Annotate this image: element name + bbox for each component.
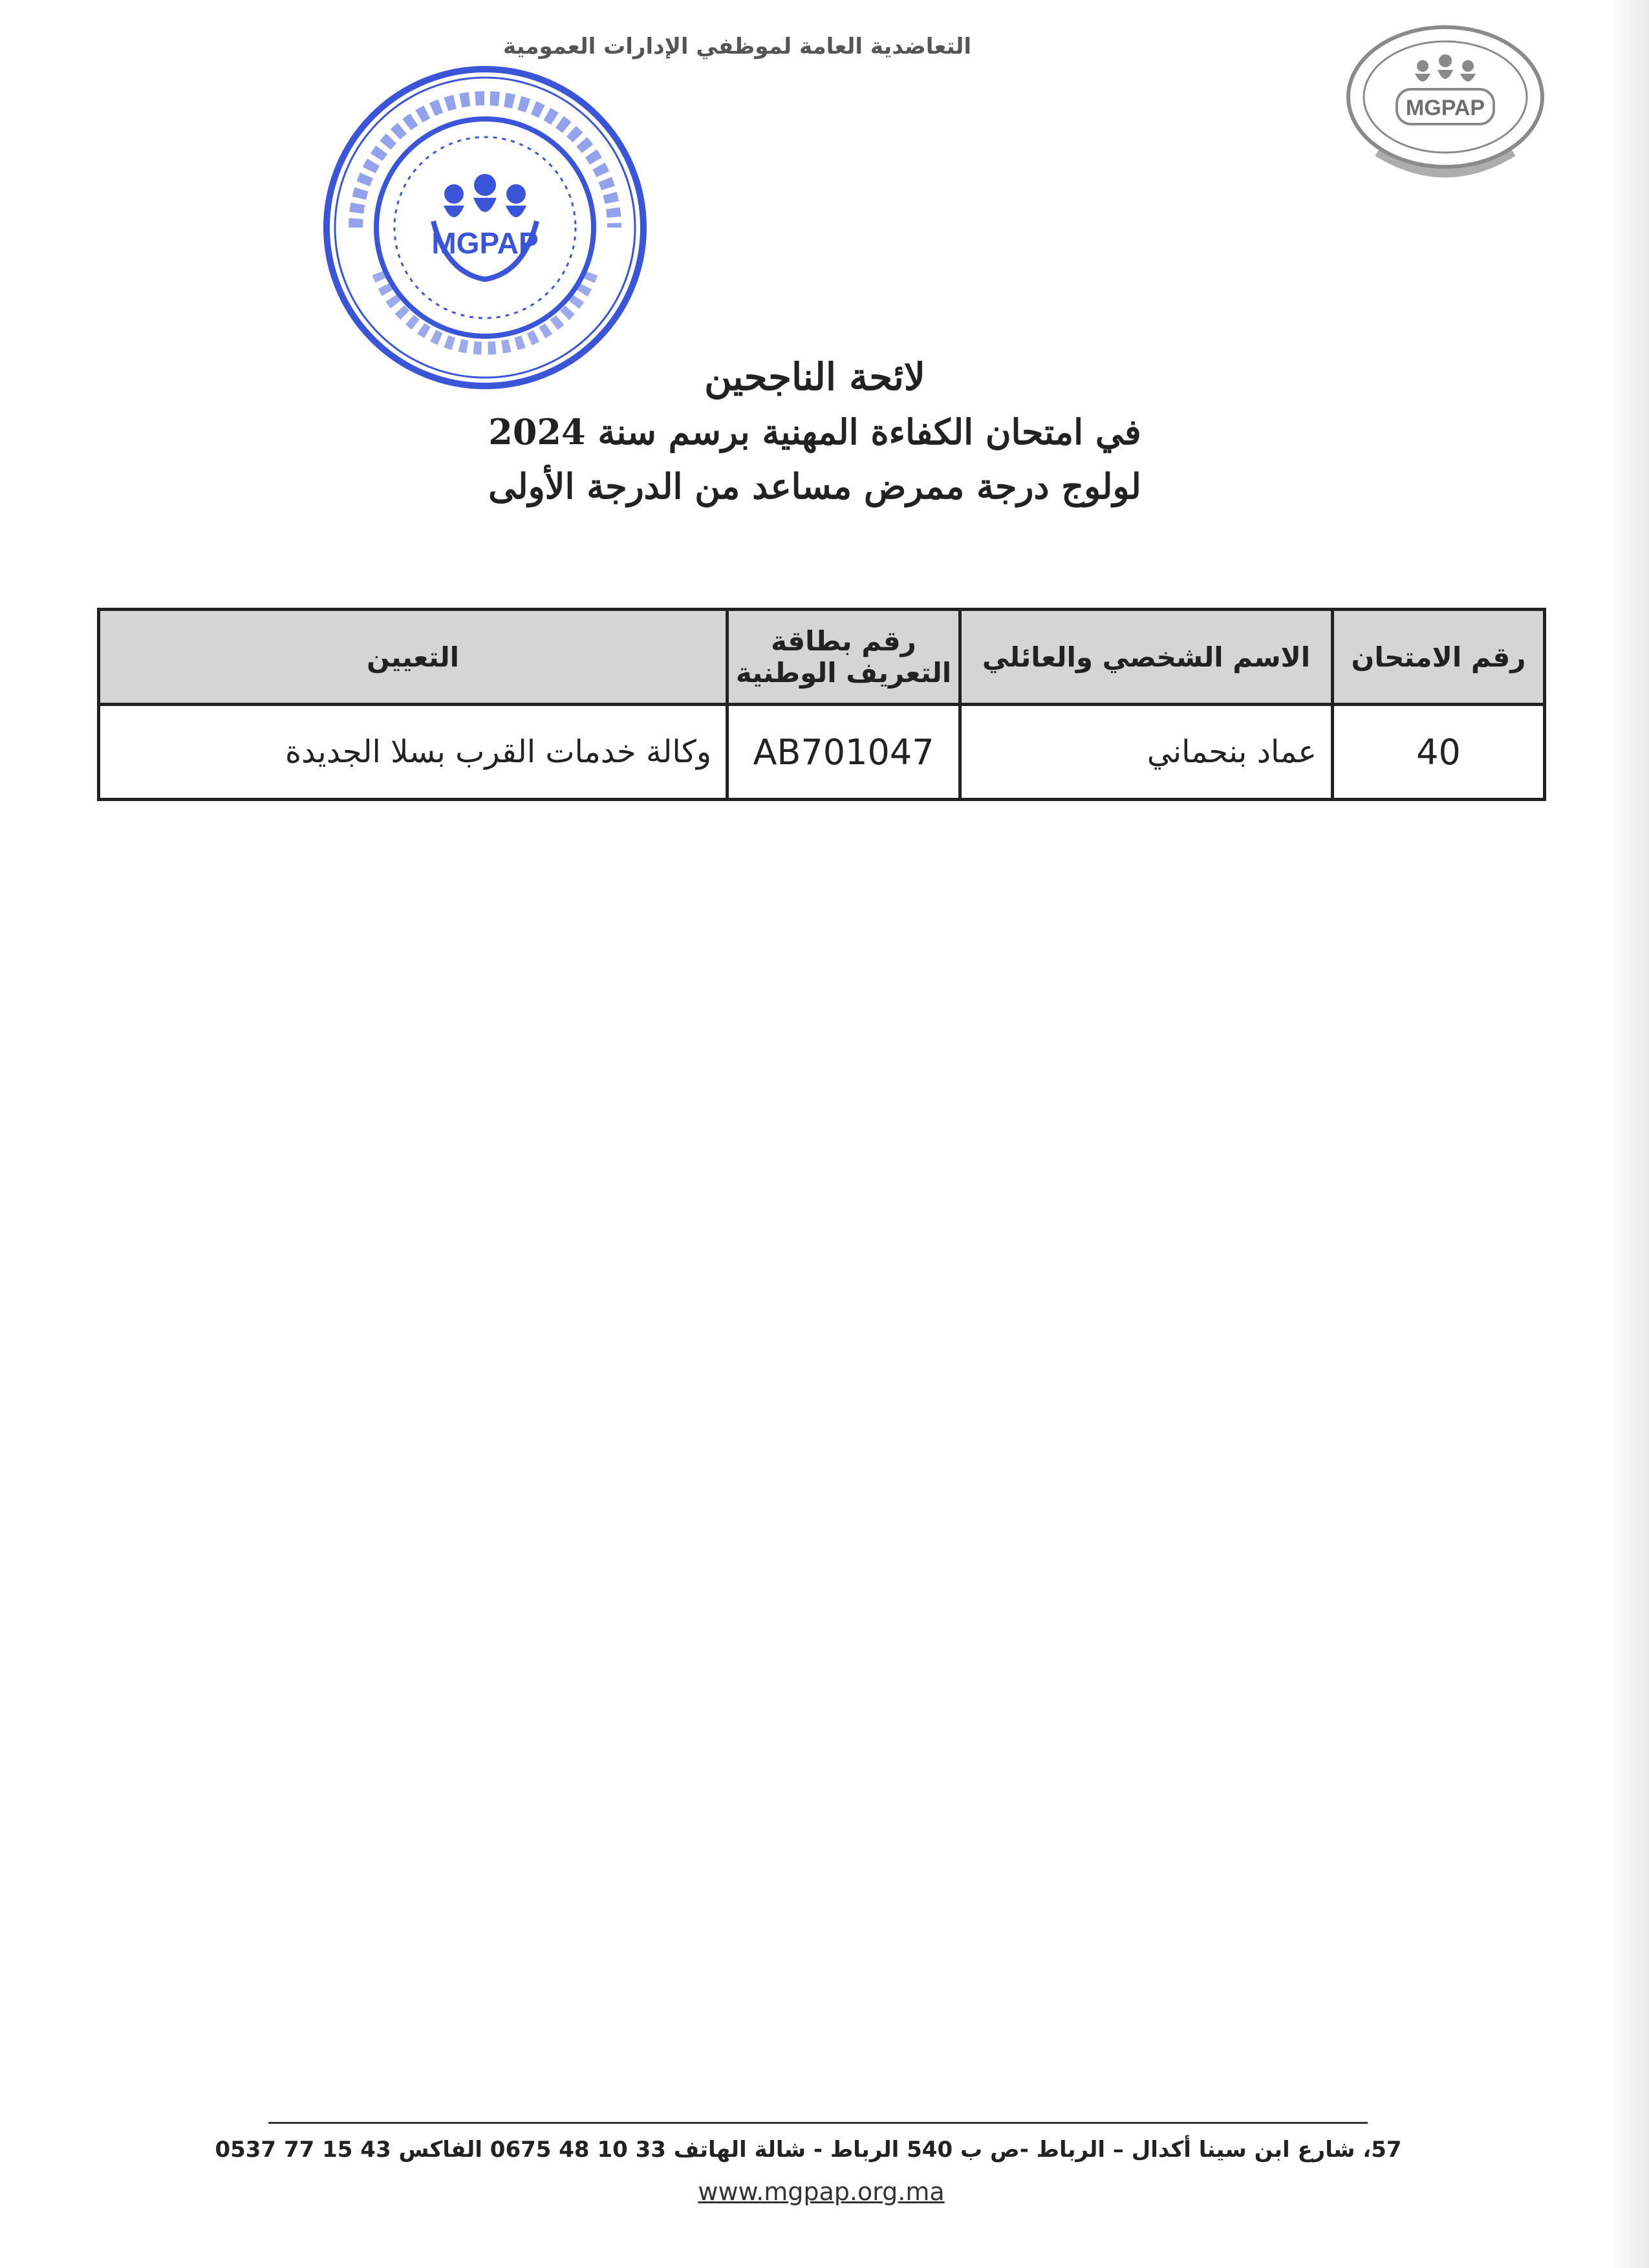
table-row [99, 705, 1545, 800]
cell-full-name: عماد بنحماني [960, 705, 1333, 800]
header-id-card [727, 610, 960, 705]
organization-name: التعاضدية العامة لموظفي الإدارات العمومية [502, 34, 972, 59]
logo-label: MGPAP [1405, 96, 1485, 120]
table-header-row [99, 610, 1545, 705]
title-line-3: لولوج درجة ممرض مساعد من الدرجة الأولى [488, 465, 1141, 507]
title-line-2: في امتحان الكفاءة المهنية برسم سنة 2024 [488, 411, 1141, 453]
cell-assignment: وكالة خدمات القرب بسلا الجديدة [99, 705, 727, 800]
page-edge-shadow [1610, 0, 1649, 2268]
footer-address: 57، شارع ابن سينا أكدال – الرباط -ص ب 540 الرباط - شالة الهاتف 33 10 48 0675 الفاكس 43 15 77 0537 [215, 2137, 1402, 2163]
header-full-name: الاسم الشخصي والعائلي [960, 610, 1333, 705]
document-title [323, 349, 1306, 513]
official-stamp-icon [317, 59, 653, 396]
results-table [97, 608, 1546, 801]
title-line-1: لائحة الناجحين [704, 355, 925, 399]
header-id-card-line-2: التعريف الوطنية [735, 657, 952, 689]
header-exam-number: رقم الامتحان [1333, 610, 1545, 705]
mgpap-logo-icon [1319, 19, 1571, 213]
stamp-label: MGPAP [431, 226, 539, 260]
cell-exam-number: 40 [1333, 705, 1545, 800]
header-assignment: التعيين [99, 610, 727, 705]
header-id-card-line-1: رقم بطاقة [771, 625, 916, 657]
footer-website-link[interactable]: www.mgpap.org.ma [698, 2177, 945, 2206]
footer-divider [268, 2122, 1368, 2124]
cell-id-card: AB701047 [727, 705, 960, 800]
